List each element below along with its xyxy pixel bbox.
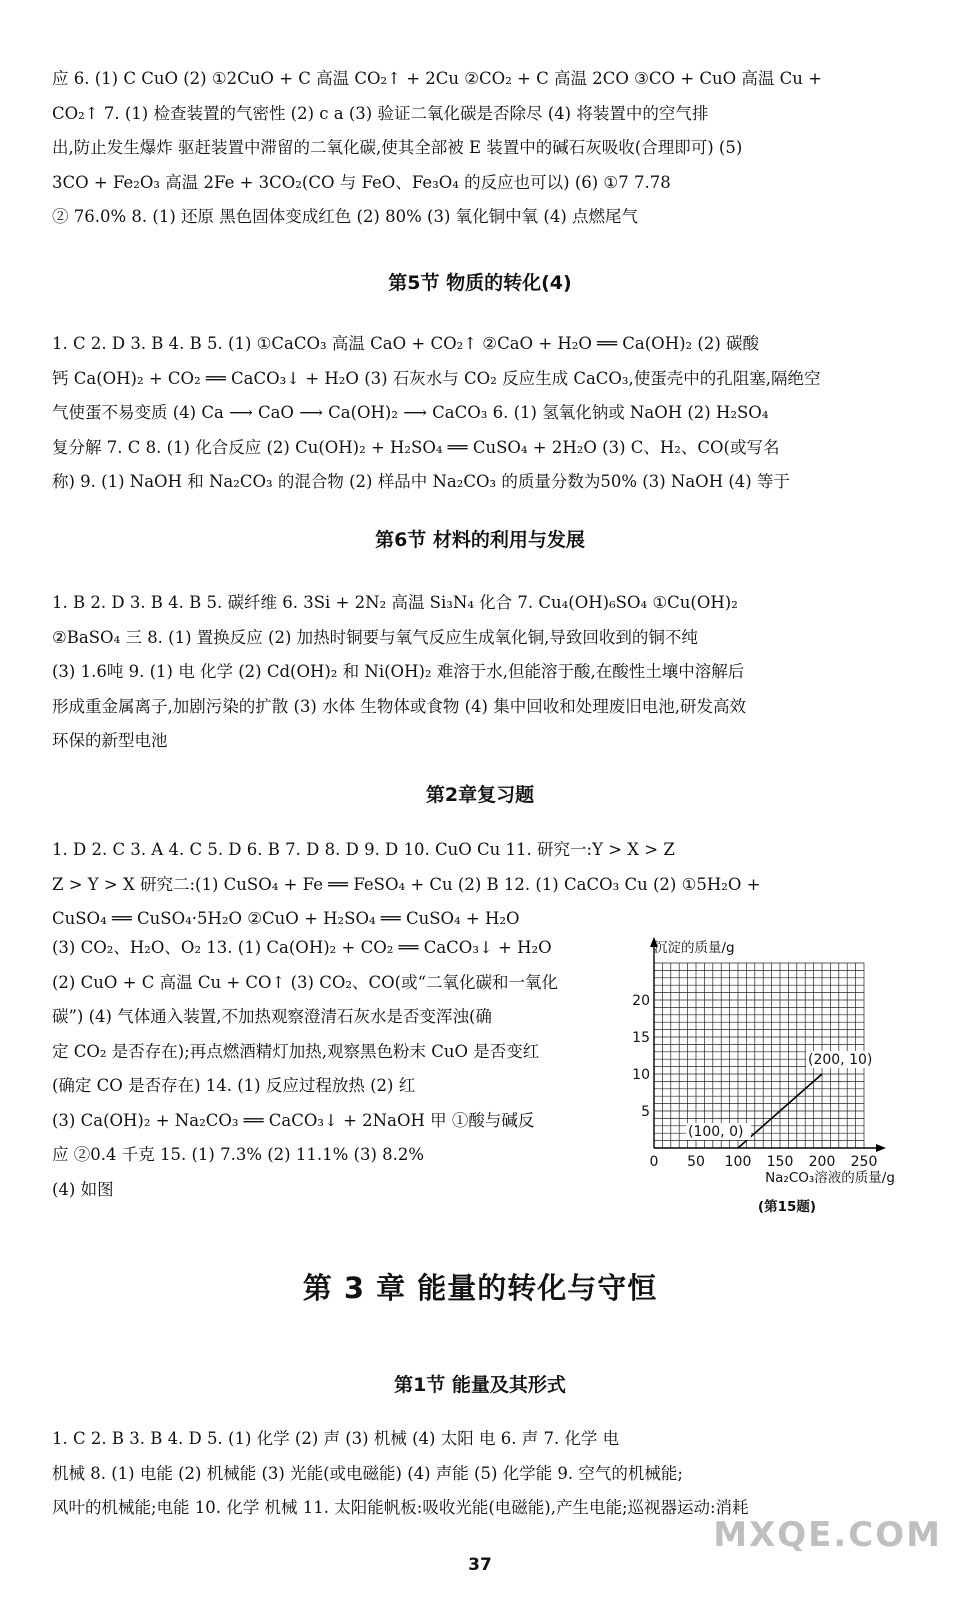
y-tick-label: 15 (632, 1030, 650, 1046)
text-line: 出,防止发生爆炸 驱赶装置中滞留的二氧化碳,使其全部被 E 装置中的碱石灰吸收(合理即可) (5) (52, 138, 743, 157)
text-line: 1. C 2. B 3. B 4. D 5. (1) 化学 (2) 声 (3) 机械 (4) 太阳 电 6. 声 7. 化学 电 (52, 1429, 620, 1448)
x-tick-label: 200 (808, 1154, 836, 1170)
chapter-title: 第 3 章 能量的转化与守恒 (302, 1271, 658, 1305)
site-watermark: MXQE.COM (713, 1515, 942, 1555)
text-line: ②BaSO₄ 三 8. (1) 置换反应 (2) 加热时铜要与氧气反应生成氧化铜,导致回收到的铜不纯 (52, 627, 698, 647)
section-heading: 第1节 能量及其形式 (394, 1374, 566, 1396)
section6-answers (52, 586, 912, 759)
y-tick-label: 5 (641, 1104, 650, 1120)
point-label: (200, 10) (808, 1052, 873, 1068)
text-line: ② 76.0% 8. (1) 还原 黑色固体变成红色 (2) 80% (3) 氧化铜中氧 (4) 点燃尾气 (52, 207, 639, 226)
y-tick-label: 20 (632, 993, 650, 1009)
section-heading: 第5节 物质的转化(4) (388, 272, 572, 294)
precipitate-mass-chart (630, 925, 900, 1225)
text-line: 1. B 2. D 3. B 4. B 5. 碳纤维 6. 3Si + 2N₂ 高温 Si₃N₄ 化合 7. Cu₄(OH)₆SO₄ ①Cu(OH)₂ (52, 593, 738, 612)
text-line: (3) CO₂、H₂O、O₂ 13. (1) Ca(OH)₂ + CO₂ ══ CaCO₃↓ + H₂O (52, 938, 552, 957)
section5-answers (52, 327, 912, 500)
text-line: 定 CO₂ 是否存在);再点燃酒精灯加热,观察黑色粉末 CuO 是否变红 (52, 1041, 540, 1061)
y-tick-label: 10 (632, 1067, 650, 1083)
page-number: 37 (468, 1555, 492, 1575)
review-answers (52, 833, 912, 937)
text-line: 称) 9. (1) NaOH 和 Na₂CO₃ 的混合物 (2) 样品中 Na₂CO₃ 的质量分数为50% (3) NaOH (4) 等于 (52, 472, 790, 491)
x-tick-label: 250 (850, 1154, 878, 1170)
text-line: 应 6. (1) C CuO (2) ①2CuO + C 高温 CO₂↑ + 2Cu ②CO₂ + C 高温 2CO ③CO + CuO 高温 Cu + (52, 69, 822, 88)
chart-caption: (第15题) (757, 1199, 817, 1215)
chapter2-section4-answers (52, 62, 912, 235)
chapter3-section1-answers (52, 1422, 912, 1526)
text-line: 风叶的机械能;电能 10. 化学 机械 11. 太阳能帆板:吸收光能(电磁能),产生电能;巡视器运动:消耗 (52, 1498, 749, 1517)
x-axis-label: Na₂CO₃溶液的质量/g (765, 1170, 895, 1186)
x-axis-arrow (876, 1144, 886, 1152)
text-line: 环保的新型电池 (52, 731, 168, 750)
text-line: 钙 Ca(OH)₂ + CO₂ ══ CaCO₃↓ + H₂O (3) 石灰水与 CO₂ 反应生成 CaCO₃,使蛋壳中的孔阻塞,隔绝空 (52, 368, 821, 388)
text-line: 机械 8. (1) 电能 (2) 机械能 (3) 光能(或电磁能) (4) 声能 (5) 化学能 9. 空气的机械能; (52, 1463, 683, 1483)
x-tick-label: 0 (649, 1154, 659, 1170)
text-line: 复分解 7. C 8. (1) 化合反应 (2) Cu(OH)₂ + H₂SO₄ ══ CuSO₄ + 2H₂O (3) C、H₂、CO(或写名 (52, 437, 780, 457)
text-line: 1. D 2. C 3. A 4. C 5. D 6. B 7. D 8. D 9. D 10. CuO Cu 11. 研究一:Y > X > Z (52, 840, 675, 859)
text-line: 形成重金属离子,加剧污染的扩散 (3) 水体 生物体或食物 (4) 集中回收和处理废旧电池,研发高效 (52, 696, 746, 716)
x-tick-label: 50 (687, 1154, 705, 1170)
x-tick-label: 150 (766, 1154, 794, 1170)
text-line: (3) Ca(OH)₂ + Na₂CO₃ ══ CaCO₃↓ + 2NaOH 甲 ①酸与碱反 (52, 1110, 535, 1130)
text-line: 3CO + Fe₂O₃ 高温 2Fe + 3CO₂(CO 与 FeO、Fe₃O₄ 的反应也可以) (6) ①7 7.78 (52, 172, 671, 192)
text-line: (2) CuO + C 高温 Cu + CO↑ (3) CO₂、CO(或“二氧化碳和一氧化 (52, 972, 559, 992)
text-line: (确定 CO 是否存在) 14. (1) 反应过程放热 (2) 红 (52, 1076, 416, 1095)
y-axis-label: 沉淀的质量/g (654, 940, 735, 956)
point-label: (100, 0) (688, 1124, 744, 1140)
section-heading: 第6节 材料的利用与发展 (375, 529, 585, 551)
text-line: Z > Y > X 研究二:(1) CuSO₄ + Fe ══ FeSO₄ + Cu (2) B 12. (1) CaCO₃ Cu (2) ①5H₂O + (52, 874, 761, 894)
section-heading: 第2章复习题 (425, 784, 535, 806)
text-line: CuSO₄ ══ CuSO₄·5H₂O ②CuO + H₂SO₄ ══ CuSO₄ + H₂O (52, 909, 520, 928)
text-line: 气使蛋不易变质 (4) Ca ⟶ CaO ⟶ Ca(OH)₂ ⟶ CaCO₃ 6. (1) 氢氧化钠或 NaOH (2) H₂SO₄ (52, 403, 769, 422)
text-line: 1. C 2. D 3. B 4. B 5. (1) ①CaCO₃ 高温 CaO + CO₂↑ ②CaO + H₂O ══ Ca(OH)₂ (2) 碳酸 (52, 334, 760, 353)
text-line: (3) 1.6吨 9. (1) 电 化学 (2) Cd(OH)₂ 和 Ni(OH)₂ 难溶于水,但能溶于酸,在酸性土壤中溶解后 (52, 662, 745, 681)
text-line: (4) 如图 (52, 1179, 114, 1199)
text-line: 应 ②0.4 千克 15. (1) 7.3% (2) 11.1% (3) 8.2% (52, 1145, 425, 1164)
text-line: CO₂↑ 7. (1) 检查装置的气密性 (2) c a (3) 验证二氧化碳是否除尽 (4) 将装置中的空气排 (52, 103, 709, 123)
x-tick-label: 100 (724, 1154, 752, 1170)
text-line: 碳”) (4) 气体通入装置,不加热观察澄清石灰水是否变浑浊(确 (52, 1007, 492, 1026)
